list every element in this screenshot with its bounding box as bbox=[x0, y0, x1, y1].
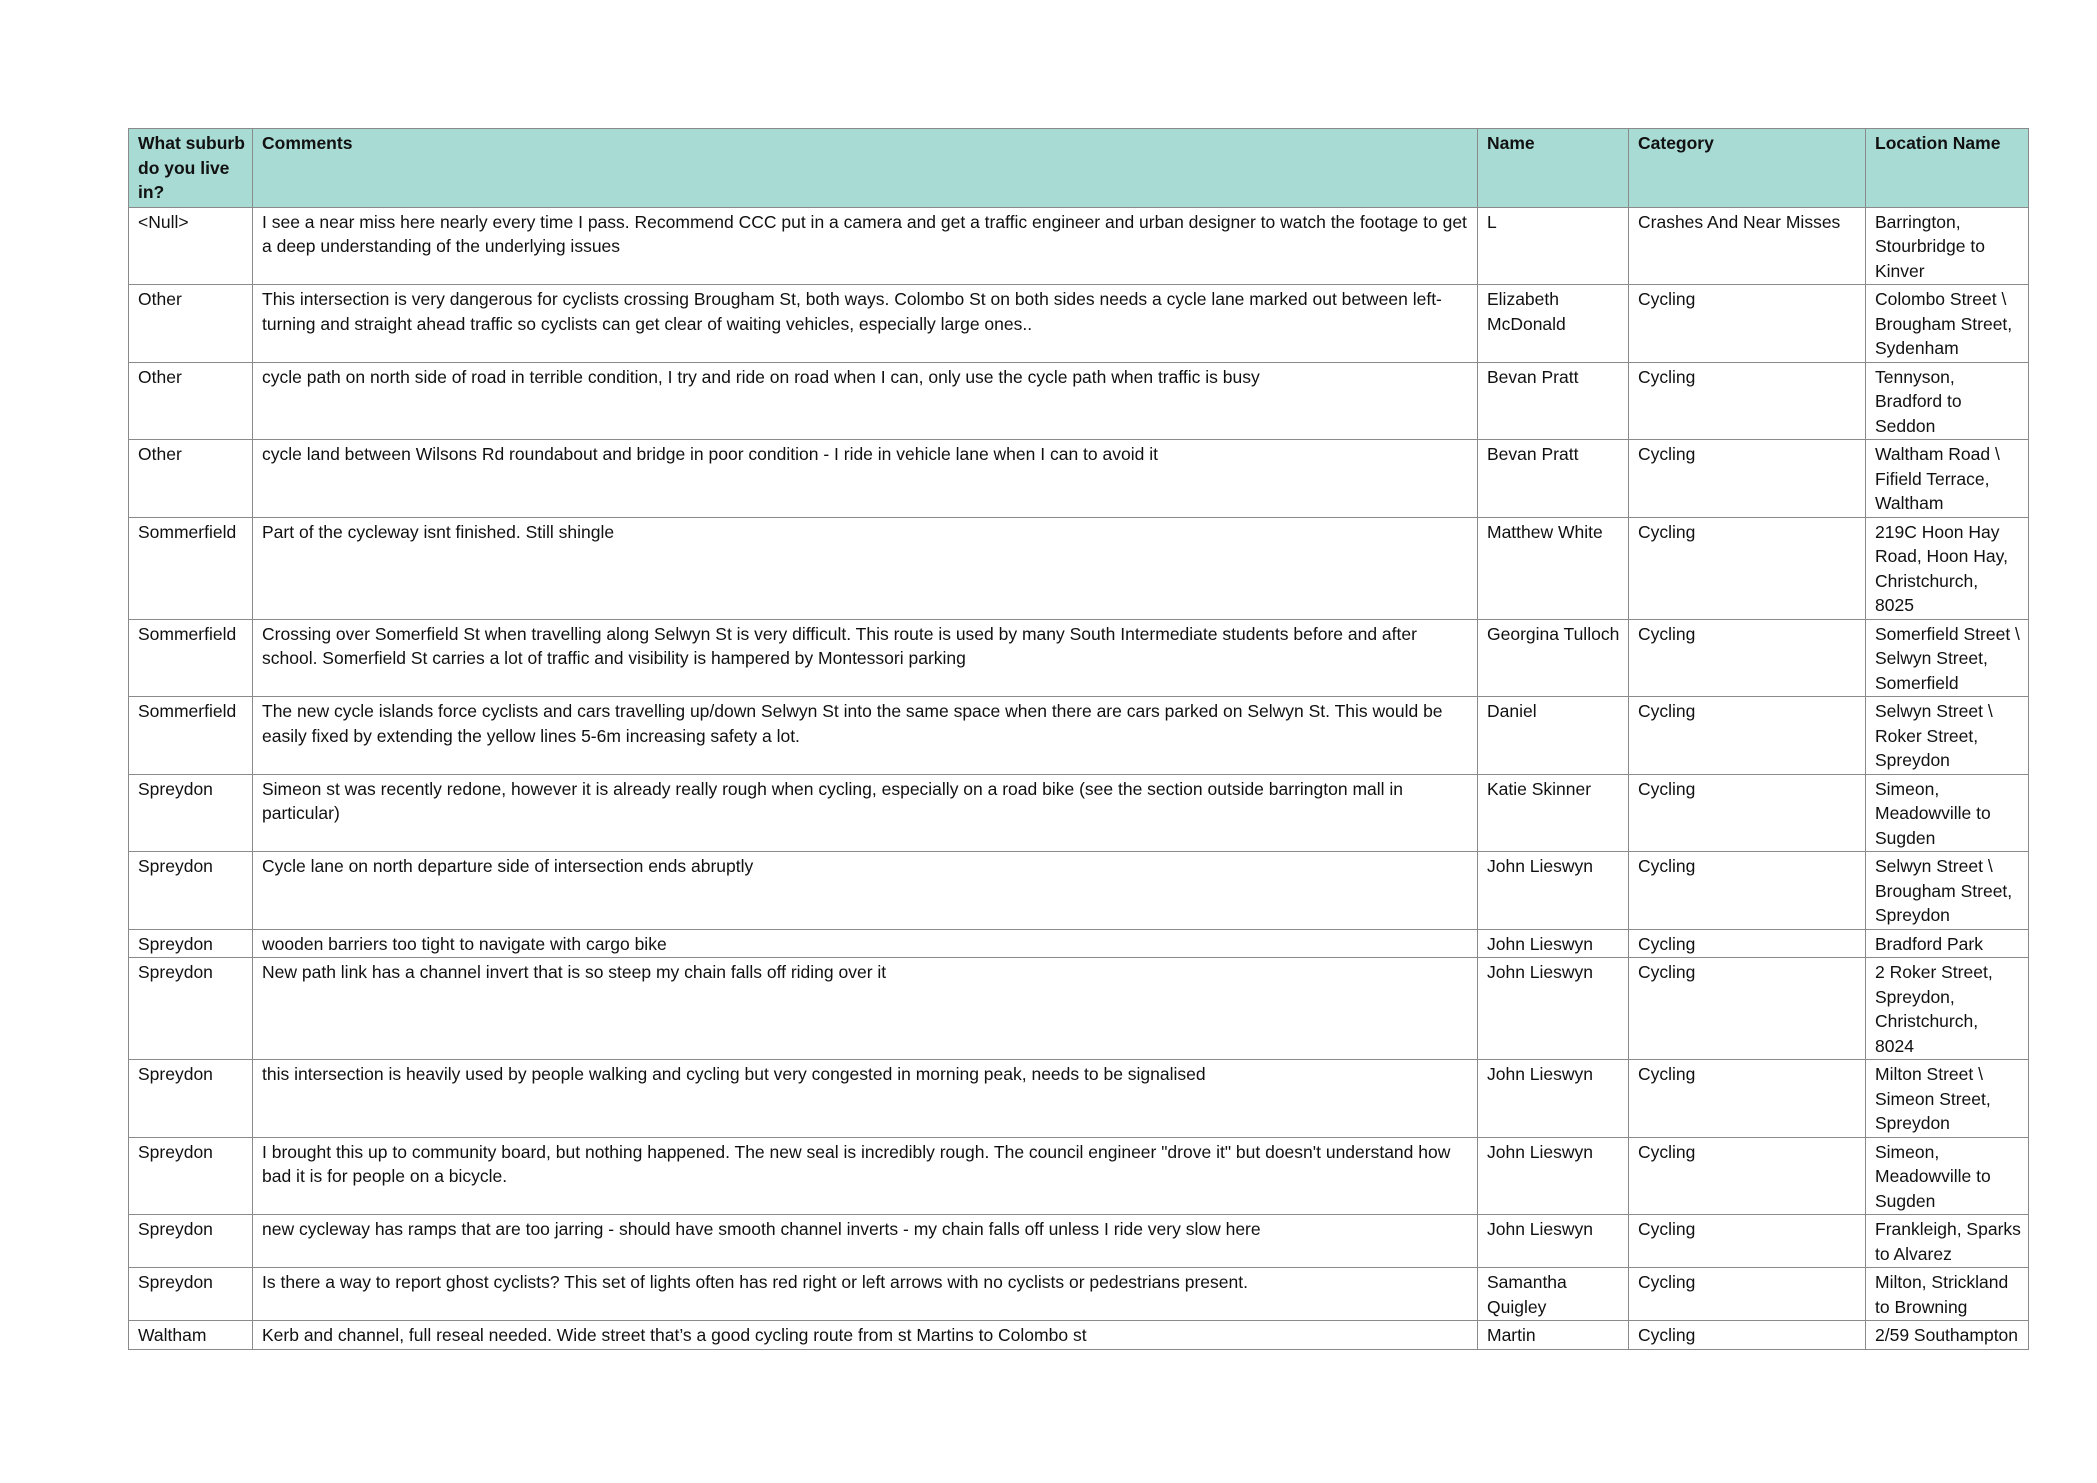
cell-suburb: Spreydon bbox=[129, 1137, 253, 1215]
table-row bbox=[129, 517, 2029, 619]
cell-category: Cycling bbox=[1629, 1321, 1866, 1350]
cell-location: Tennyson, Bradford to Seddon bbox=[1866, 362, 2029, 440]
cell-location: Selwyn Street \ Roker Street, Spreydon bbox=[1866, 697, 2029, 775]
cell-name: Samantha Quigley bbox=[1478, 1268, 1629, 1321]
cell-location: Simeon, Meadowville to Sugden bbox=[1866, 774, 2029, 852]
cell-location: Waltham Road \ Fifield Terrace, Waltham bbox=[1866, 440, 2029, 518]
cell-location: 219C Hoon Hay Road, Hoon Hay, Christchurch, 8025 bbox=[1866, 517, 2029, 619]
table-row bbox=[129, 1215, 2029, 1268]
cell-suburb: Spreydon bbox=[129, 1215, 253, 1268]
table-row bbox=[129, 440, 2029, 518]
cell-suburb: Spreydon bbox=[129, 958, 253, 1060]
cell-category: Cycling bbox=[1629, 1060, 1866, 1138]
cell-comments: wooden barriers too tight to navigate with cargo bike bbox=[253, 929, 1478, 958]
cell-category: Cycling bbox=[1629, 440, 1866, 518]
cell-category: Cycling bbox=[1629, 517, 1866, 619]
cell-name: John Lieswyn bbox=[1478, 1137, 1629, 1215]
table-row bbox=[129, 1268, 2029, 1321]
feedback-table bbox=[128, 128, 2029, 1350]
cell-suburb: Sommerfield bbox=[129, 619, 253, 697]
cell-suburb: Spreydon bbox=[129, 852, 253, 930]
cell-category: Cycling bbox=[1629, 1215, 1866, 1268]
cell-name: Georgina Tulloch bbox=[1478, 619, 1629, 697]
table-row bbox=[129, 1137, 2029, 1215]
cell-category: Crashes And Near Misses bbox=[1629, 207, 1866, 285]
cell-comments: new cycleway has ramps that are too jarring - should have smooth channel inverts - my chain falls off unless I ride very slow here bbox=[253, 1215, 1478, 1268]
table-row bbox=[129, 852, 2029, 930]
cell-category: Cycling bbox=[1629, 1268, 1866, 1321]
cell-location: Barrington, Stourbridge to Kinver bbox=[1866, 207, 2029, 285]
table-row bbox=[129, 285, 2029, 363]
cell-name: Matthew White bbox=[1478, 517, 1629, 619]
table-body bbox=[129, 207, 2029, 1349]
cell-category: Cycling bbox=[1629, 362, 1866, 440]
cell-name: L bbox=[1478, 207, 1629, 285]
cell-comments: Kerb and channel, full reseal needed. Wide street that’s a good cycling route from st Martins to Colombo st bbox=[253, 1321, 1478, 1350]
cell-comments: This intersection is very dangerous for cyclists crossing Brougham St, both ways. Colombo St on both sides needs a cycle lane marked out between left-turning and straight ahead traffic so cyclists can get clear of waiting vehicles, especially large ones.. bbox=[253, 285, 1478, 363]
table-header bbox=[129, 129, 2029, 208]
cell-category: Cycling bbox=[1629, 929, 1866, 958]
cell-category: Cycling bbox=[1629, 619, 1866, 697]
cell-name: Elizabeth McDonald bbox=[1478, 285, 1629, 363]
column-header-name: Name bbox=[1478, 129, 1629, 208]
cell-suburb: Sommerfield bbox=[129, 697, 253, 775]
cell-suburb: <Null> bbox=[129, 207, 253, 285]
cell-comments: Part of the cycleway isnt finished. Still shingle bbox=[253, 517, 1478, 619]
cell-suburb: Other bbox=[129, 285, 253, 363]
cell-location: Somerfield Street \ Selwyn Street, Somerfield bbox=[1866, 619, 2029, 697]
cell-category: Cycling bbox=[1629, 958, 1866, 1060]
cell-comments: cycle land between Wilsons Rd roundabout and bridge in poor condition - I ride in vehicle lane when I can to avoid it bbox=[253, 440, 1478, 518]
cell-name: Martin bbox=[1478, 1321, 1629, 1350]
cell-comments: Simeon st was recently redone, however it is already really rough when cycling, especially on a road bike (see the section outside barrington mall in particular) bbox=[253, 774, 1478, 852]
cell-category: Cycling bbox=[1629, 1137, 1866, 1215]
cell-name: John Lieswyn bbox=[1478, 852, 1629, 930]
table-row bbox=[129, 1321, 2029, 1350]
cell-name: Katie Skinner bbox=[1478, 774, 1629, 852]
cell-name: John Lieswyn bbox=[1478, 1215, 1629, 1268]
cell-suburb: Sommerfield bbox=[129, 517, 253, 619]
cell-suburb: Spreydon bbox=[129, 1060, 253, 1138]
cell-category: Cycling bbox=[1629, 774, 1866, 852]
column-header-suburb: What suburb do you live in? bbox=[129, 129, 253, 208]
cell-suburb: Spreydon bbox=[129, 774, 253, 852]
cell-name: Bevan Pratt bbox=[1478, 362, 1629, 440]
cell-comments: Crossing over Somerfield St when travelling along Selwyn St is very difficult. This route is used by many South Intermediate students before and after school. Somerfield St carries a lot of traffic and visibility is hampered by Montessori parking bbox=[253, 619, 1478, 697]
cell-name: Daniel bbox=[1478, 697, 1629, 775]
column-header-location: Location Name bbox=[1866, 129, 2029, 208]
table-row bbox=[129, 362, 2029, 440]
cell-suburb: Other bbox=[129, 362, 253, 440]
cell-location: Frankleigh, Sparks to Alvarez bbox=[1866, 1215, 2029, 1268]
cell-name: John Lieswyn bbox=[1478, 1060, 1629, 1138]
table-row bbox=[129, 207, 2029, 285]
cell-category: Cycling bbox=[1629, 852, 1866, 930]
cell-comments: I brought this up to community board, but nothing happened. The new seal is incredibly rough. The council engineer "drove it" but doesn't understand how bad it is for people on a bicycle. bbox=[253, 1137, 1478, 1215]
cell-suburb: Other bbox=[129, 440, 253, 518]
cell-location: 2/59 Southampton bbox=[1866, 1321, 2029, 1350]
cell-comments: New path link has a channel invert that is so steep my chain falls off riding over it bbox=[253, 958, 1478, 1060]
cell-category: Cycling bbox=[1629, 697, 1866, 775]
table-row bbox=[129, 774, 2029, 852]
cell-name: Bevan Pratt bbox=[1478, 440, 1629, 518]
table-row bbox=[129, 958, 2029, 1060]
cell-location: Bradford Park bbox=[1866, 929, 2029, 958]
cell-location: Selwyn Street \ Brougham Street, Spreydon bbox=[1866, 852, 2029, 930]
cell-comments: cycle path on north side of road in terrible condition, I try and ride on road when I can, only use the cycle path when traffic is busy bbox=[253, 362, 1478, 440]
table-row bbox=[129, 1060, 2029, 1138]
table-row bbox=[129, 929, 2029, 958]
table-row bbox=[129, 697, 2029, 775]
cell-suburb: Spreydon bbox=[129, 929, 253, 958]
report-page bbox=[128, 128, 2028, 1350]
cell-name: John Lieswyn bbox=[1478, 958, 1629, 1060]
cell-location: Milton Street \ Simeon Street, Spreydon bbox=[1866, 1060, 2029, 1138]
column-header-comments: Comments bbox=[253, 129, 1478, 208]
cell-comments: this intersection is heavily used by people walking and cycling but very congested in morning peak, needs to be signalised bbox=[253, 1060, 1478, 1138]
cell-suburb: Waltham bbox=[129, 1321, 253, 1350]
cell-location: Milton, Strickland to Browning bbox=[1866, 1268, 2029, 1321]
column-header-category: Category bbox=[1629, 129, 1866, 208]
header-row bbox=[129, 129, 2029, 208]
cell-location: Colombo Street \ Brougham Street, Sydenham bbox=[1866, 285, 2029, 363]
cell-suburb: Spreydon bbox=[129, 1268, 253, 1321]
cell-category: Cycling bbox=[1629, 285, 1866, 363]
cell-comments: Cycle lane on north departure side of intersection ends abruptly bbox=[253, 852, 1478, 930]
cell-comments: I see a near miss here nearly every time I pass. Recommend CCC put in a camera and get a traffic engineer and urban designer to watch the footage to get a deep understanding of the underlying issues bbox=[253, 207, 1478, 285]
cell-location: Simeon, Meadowville to Sugden bbox=[1866, 1137, 2029, 1215]
cell-location: 2 Roker Street, Spreydon, Christchurch, 8024 bbox=[1866, 958, 2029, 1060]
cell-name: John Lieswyn bbox=[1478, 929, 1629, 958]
cell-comments: The new cycle islands force cyclists and cars travelling up/down Selwyn St into the same space when there are cars parked on Selwyn St. This would be easily fixed by extending the yellow lines 5-6m increasing safety a lot. bbox=[253, 697, 1478, 775]
cell-comments: Is there a way to report ghost cyclists? This set of lights often has red right or left arrows with no cyclists or pedestrians present. bbox=[253, 1268, 1478, 1321]
table-row bbox=[129, 619, 2029, 697]
